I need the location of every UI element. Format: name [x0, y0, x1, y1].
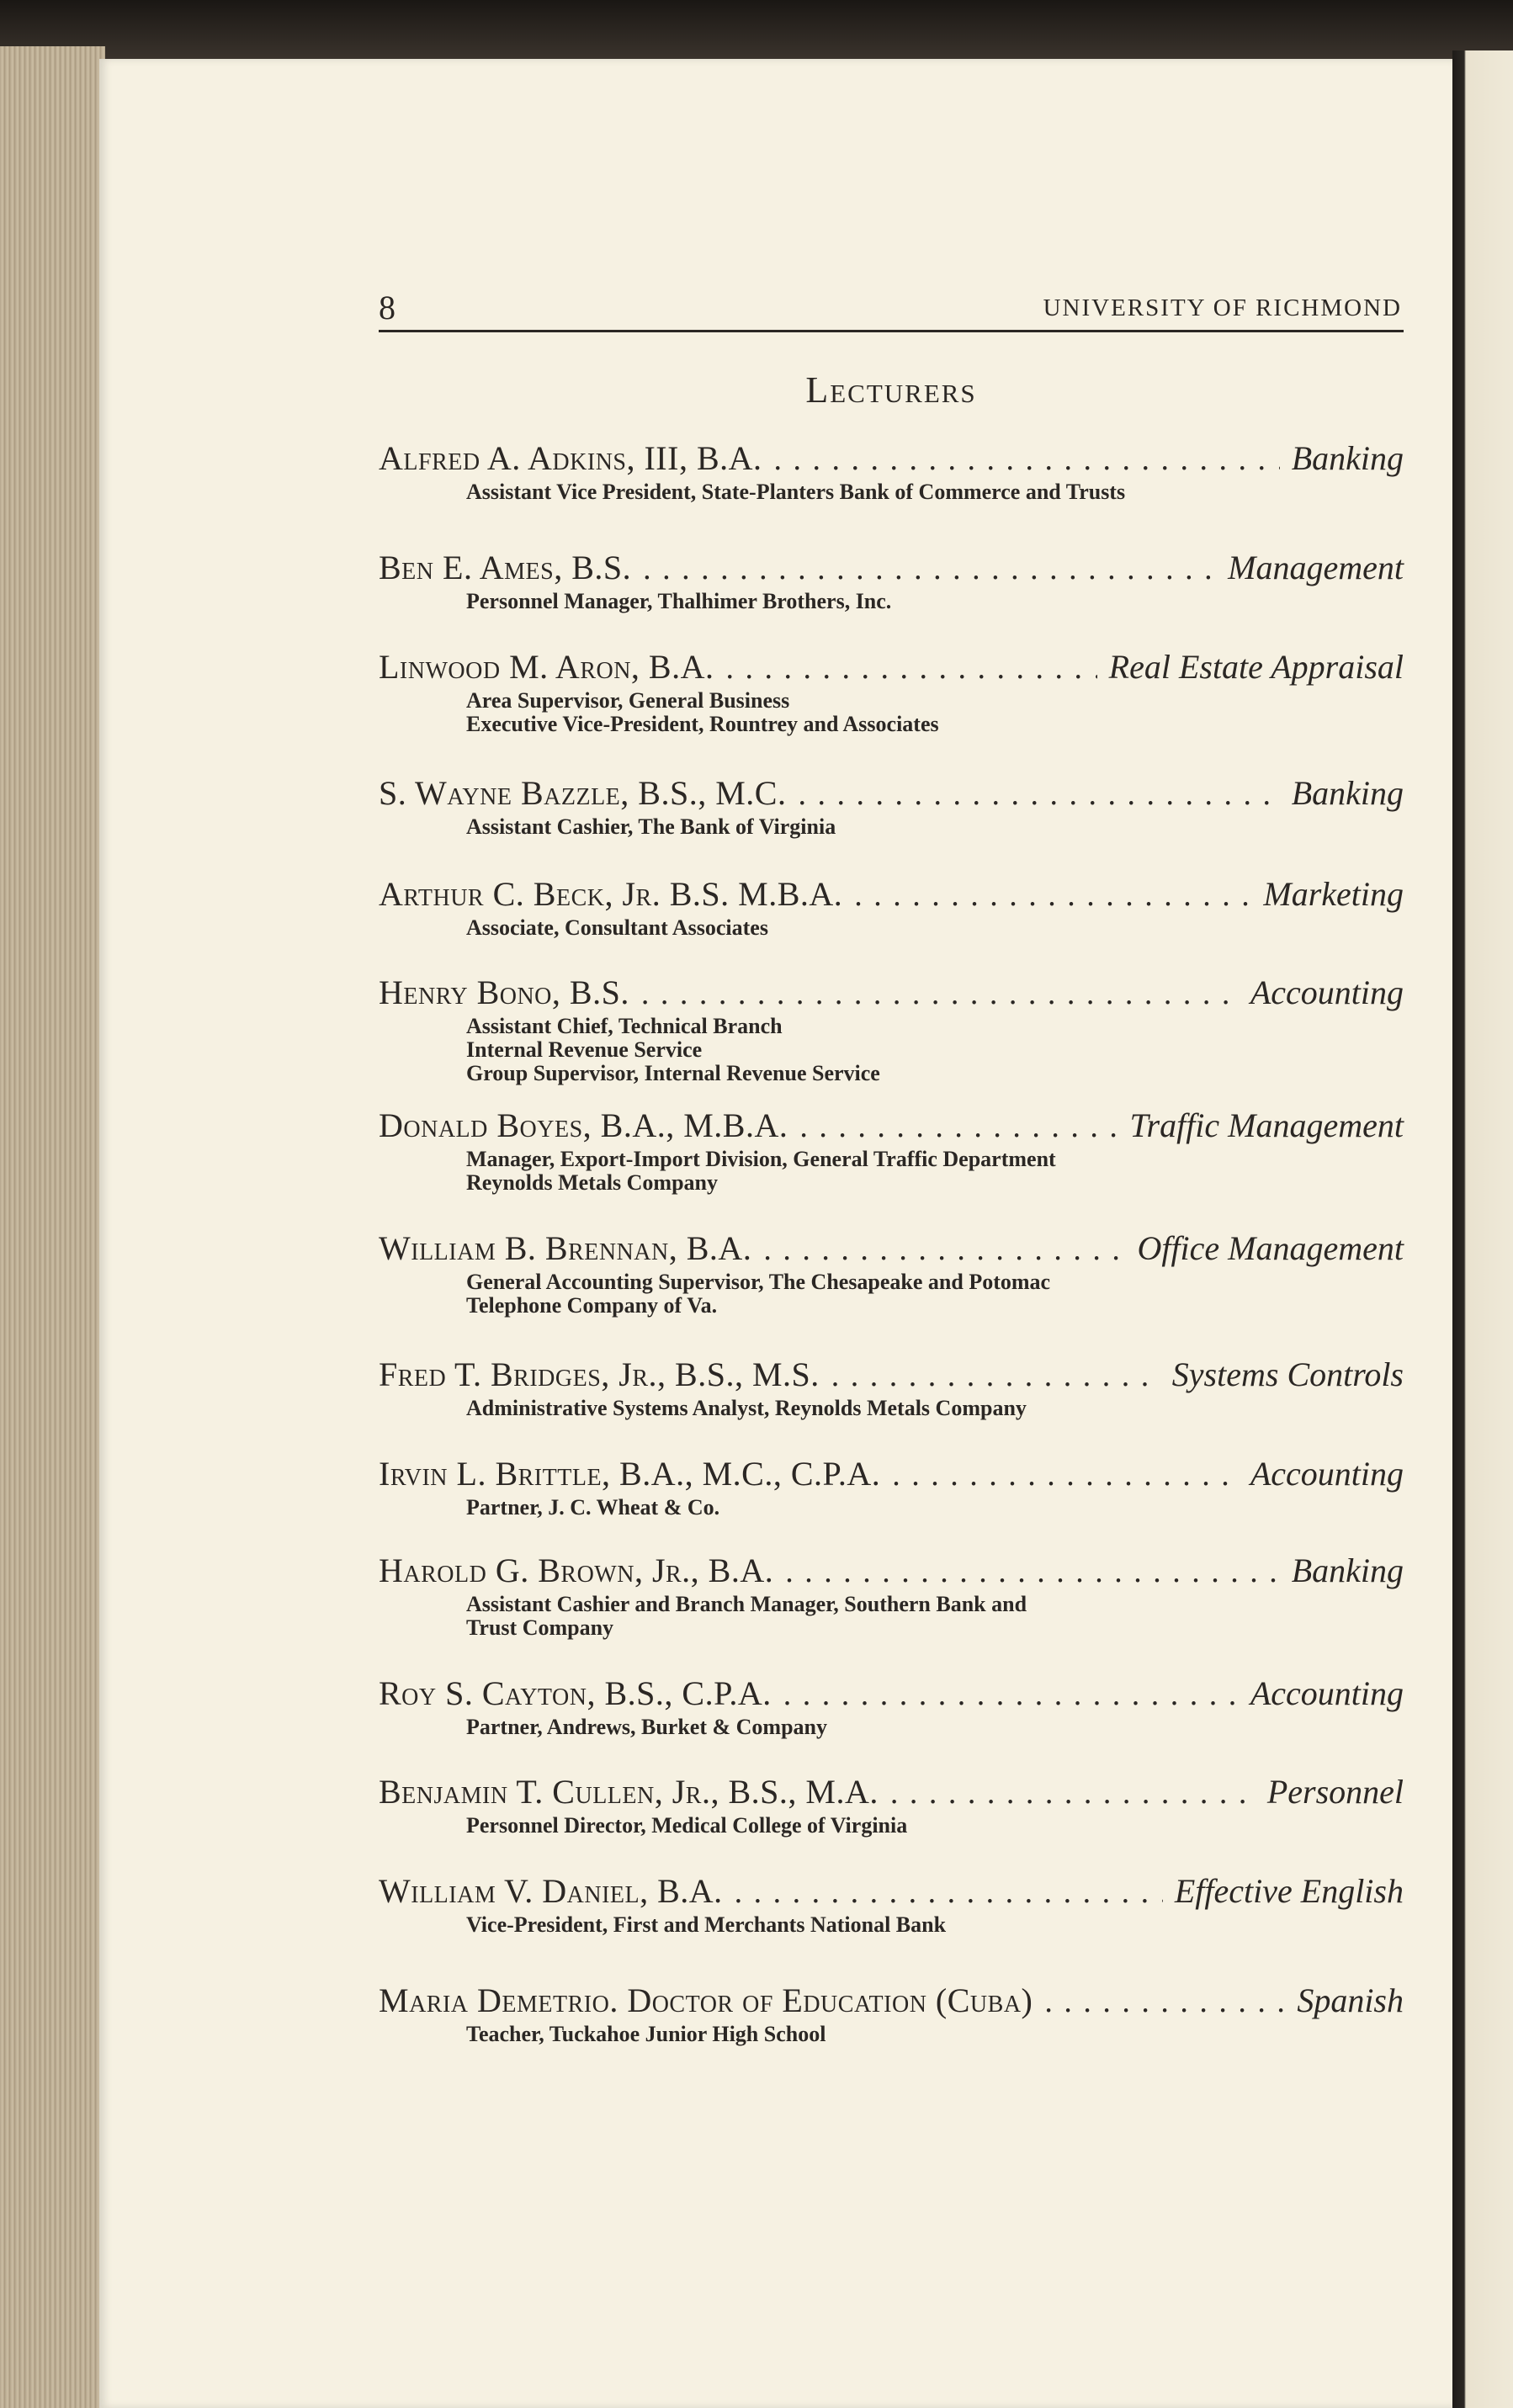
- lecturer-details: [379, 2023, 1404, 2046]
- lecturer-name-line: [379, 1354, 1404, 1397]
- dot-leader: [735, 1871, 1163, 1913]
- lecturer-details: [379, 590, 1404, 613]
- lecturer-detail: Partner, Andrews, Burket & Company: [466, 1715, 828, 1739]
- lecturer-name: Harold G. Brown, Jr., B.A.: [379, 1551, 774, 1589]
- lecturer-name-line: [379, 1105, 1404, 1148]
- lecturer-detail: Manager, Export-Import Division, General Traffic Department: [466, 1147, 1056, 1171]
- lecturer-detail: Assistant Cashier, The Bank of Virginia: [466, 814, 836, 839]
- lecturer-detail: Associate, Consultant Associates: [466, 915, 768, 940]
- lecturer-detail: Executive Vice-President, Rountrey and Associates: [466, 712, 939, 736]
- lecturer-detail: Assistant Cashier and Branch Manager, Southern Bank and: [466, 1592, 1027, 1616]
- lecturer-detail: Vice-President, First and Merchants National Bank: [466, 1912, 947, 1937]
- lecturer-details: [379, 689, 1404, 736]
- dot-leader: [892, 1454, 1239, 1496]
- lecturer-subject: Spanish: [1297, 1981, 1404, 2019]
- lecturer-name: Ben E. Ames, B.S.: [379, 549, 632, 586]
- lecturer-name-line: [379, 646, 1404, 689]
- lecturer-subject: Real Estate Appraisal: [1108, 648, 1404, 686]
- lecturer-entry: [379, 1354, 1404, 1453]
- dot-leader: [726, 647, 1097, 689]
- lecturer-name: Alfred A. Adkins, III, B.A.: [379, 439, 762, 477]
- lecturer-name: Maria Demetrio. Doctor of Education (Cuba): [379, 1981, 1033, 2019]
- lecturer-name-line: [379, 438, 1404, 480]
- lecturer-subject: Banking: [1291, 1551, 1404, 1589]
- lecturer-name-line: [379, 547, 1404, 590]
- lecturer-subject: Traffic Management: [1129, 1106, 1404, 1144]
- lecturer-detail: Personnel Manager, Thalhimer Brothers, Inc.: [466, 589, 892, 613]
- lecturer-list: [379, 438, 1404, 2081]
- lecturer-details: [379, 1397, 1404, 1420]
- lecturer-name: S. Wayne Bazzle, B.S., M.C.: [379, 774, 787, 812]
- lecturer-entry: [379, 1673, 1404, 1771]
- lecturer-entry: [379, 1228, 1404, 1354]
- lecturer-entry: [379, 438, 1404, 547]
- lecturer-detail: Administrative Systems Analyst, Reynolds Metals Company: [466, 1396, 1027, 1420]
- page-edges-left: [0, 46, 105, 2408]
- lecturer-detail: Personnel Director, Medical College of Virginia: [466, 1813, 908, 1838]
- lecturer-details: [379, 1814, 1404, 1838]
- lecturer-name-line: [379, 1870, 1404, 1913]
- lecturer-details: [379, 1593, 1404, 1640]
- lecturer-detail: Teacher, Tuckahoe Junior High School: [466, 2022, 826, 2046]
- lecturer-subject: Accounting: [1250, 1674, 1404, 1712]
- lecturer-details: [379, 1270, 1404, 1318]
- dot-leader: [783, 1673, 1239, 1716]
- lecturer-subject: Office Management: [1137, 1229, 1404, 1267]
- lecturer-details: [379, 815, 1404, 839]
- lecturer-entry: [379, 873, 1404, 972]
- lecturer-name: Irvin L. Brittle, B.A., M.C., C.P.A.: [379, 1455, 881, 1493]
- lecturer-name: Fred T. Bridges, Jr., B.S., M.S.: [379, 1355, 820, 1393]
- dot-leader: [854, 874, 1251, 916]
- lecturer-entry: [379, 772, 1404, 873]
- facing-page-edge: [1452, 50, 1513, 2408]
- lecturer-details: [379, 480, 1404, 504]
- dot-leader: [785, 1551, 1279, 1593]
- lecturer-detail: Assistant Vice President, State-Planters Bank of Commerce and Trusts: [466, 480, 1126, 504]
- lecturer-detail: Internal Revenue Service: [466, 1037, 703, 1062]
- lecturer-detail: Group Supervisor, Internal Revenue Service: [466, 1061, 880, 1085]
- book-binding-top: [0, 0, 1513, 59]
- dot-leader: [831, 1355, 1160, 1397]
- section-title: Lecturers: [805, 369, 977, 411]
- lecturer-subject: Marketing: [1263, 875, 1404, 913]
- dot-leader: [799, 1106, 1117, 1148]
- lecturer-detail: Area Supervisor, General Business: [466, 688, 790, 713]
- lecturer-details: [379, 1148, 1404, 1195]
- lecturer-name-line: [379, 873, 1404, 916]
- lecturer-detail: General Accounting Supervisor, The Chesapeake and Potomac: [466, 1270, 1051, 1294]
- lecturer-detail: Partner, J. C. Wheat & Co.: [466, 1495, 720, 1520]
- lecturer-details: [379, 1716, 1404, 1739]
- lecturer-detail: Trust Company: [466, 1615, 614, 1640]
- lecturer-detail: Telephone Company of Va.: [466, 1293, 718, 1318]
- lecturer-entry: [379, 646, 1404, 772]
- lecturer-name-line: [379, 1453, 1404, 1496]
- lecturer-subject: Management: [1228, 549, 1404, 586]
- lecturer-name-line: [379, 972, 1404, 1015]
- dot-leader: [890, 1772, 1256, 1814]
- lecturer-name: Donald Boyes, B.A., M.B.A.: [379, 1106, 788, 1144]
- dot-leader: [1044, 1981, 1285, 2023]
- lecturer-name: William V. Daniel, B.A.: [379, 1872, 723, 1910]
- lecturer-subject: Accounting: [1250, 1455, 1404, 1493]
- lecturer-subject: Banking: [1291, 774, 1404, 812]
- dot-leader: [641, 973, 1239, 1015]
- lecturer-name-line: [379, 1771, 1404, 1814]
- lecturer-subject: Banking: [1291, 439, 1404, 477]
- lecturer-detail: Assistant Chief, Technical Branch: [466, 1014, 783, 1038]
- lecturer-entry: [379, 972, 1404, 1105]
- lecturer-name: Roy S. Cayton, B.S., C.P.A.: [379, 1674, 772, 1712]
- lecturer-entry: [379, 1105, 1404, 1228]
- lecturer-name: William B. Brennan, B.A.: [379, 1229, 752, 1267]
- lecturer-subject: Systems Controls: [1171, 1355, 1404, 1393]
- lecturer-name: Arthur C. Beck, Jr. B.S. M.B.A.: [379, 875, 843, 913]
- lecturer-name-line: [379, 1673, 1404, 1716]
- lecturer-entry: [379, 1550, 1404, 1673]
- lecturer-name: Henry Bono, B.S.: [379, 973, 629, 1011]
- dot-leader: [763, 1228, 1125, 1270]
- lecturer-subject: Effective English: [1174, 1872, 1404, 1910]
- lecturer-entry: [379, 1453, 1404, 1550]
- page-header: [379, 288, 1404, 332]
- dot-leader: [643, 548, 1216, 590]
- lecturer-details: [379, 1496, 1404, 1520]
- lecturer-name-line: [379, 1980, 1404, 2023]
- lecturer-details: [379, 1015, 1404, 1085]
- lecturer-entry: [379, 1870, 1404, 1980]
- lecturer-name: Benjamin T. Cullen, Jr., B.S., M.A.: [379, 1773, 879, 1811]
- dot-leader: [798, 773, 1279, 815]
- lecturer-name: Linwood M. Aron, B.A.: [379, 648, 714, 686]
- lecturer-entry: [379, 1980, 1404, 2081]
- lecturer-name-line: [379, 1228, 1404, 1270]
- lecturer-details: [379, 916, 1404, 940]
- lecturer-name-line: [379, 772, 1404, 815]
- lecturer-detail: Reynolds Metals Company: [466, 1170, 719, 1195]
- dot-leader: [774, 438, 1280, 480]
- lecturer-subject: Accounting: [1250, 973, 1404, 1011]
- lecturer-subject: Personnel: [1266, 1773, 1404, 1811]
- lecturer-entry: [379, 547, 1404, 646]
- running-head: UNIVERSITY OF RICHMOND: [1043, 294, 1402, 321]
- lecturer-name-line: [379, 1550, 1404, 1593]
- lecturer-details: [379, 1913, 1404, 1937]
- page-number: 8: [379, 289, 396, 326]
- lecturer-entry: [379, 1771, 1404, 1870]
